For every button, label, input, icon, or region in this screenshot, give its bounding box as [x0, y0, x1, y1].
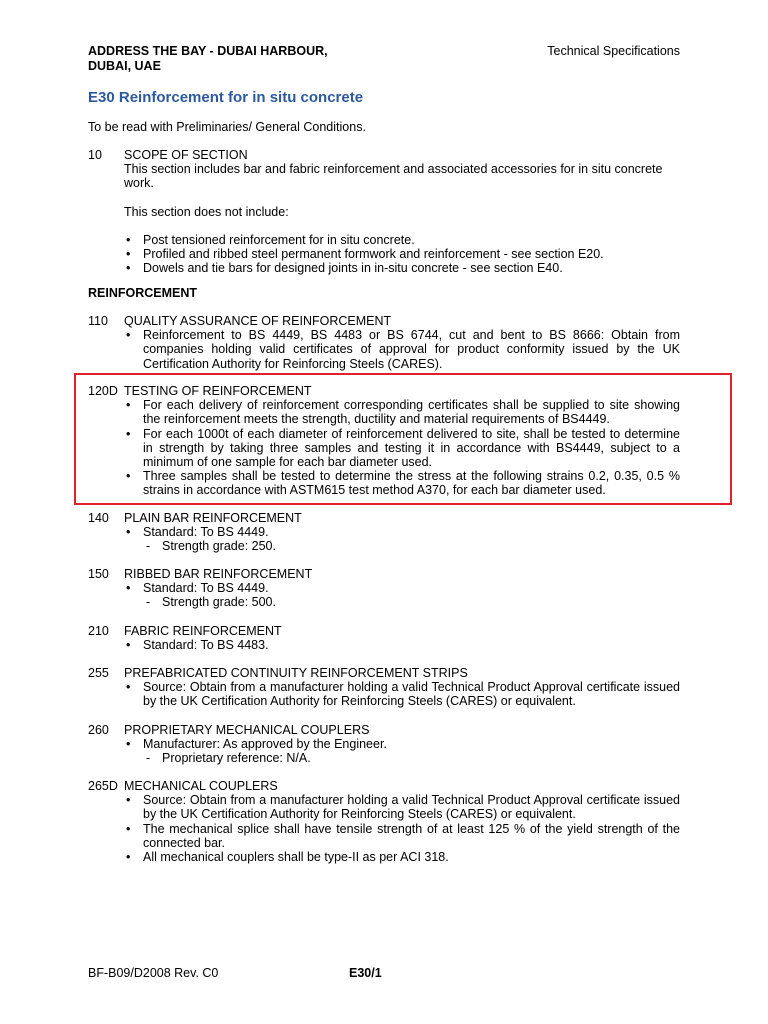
list-item: • Three samples shall be tested to determine the stress at the following strains 0.2, 0.35, 0.5 % strains in accordance with ASTM615 test method A370, for each bar diameter used.	[124, 469, 680, 497]
clause-bullets	[124, 638, 680, 652]
clause-255	[88, 666, 680, 709]
project-address	[88, 44, 328, 74]
clause-140	[88, 511, 680, 554]
list-item: • Source: Obtain from a manufacturer holding a valid Technical Product Approval certificate issued by the UK Certification Authority for Reinforcing Steels (CARES) or equivalent.	[124, 793, 680, 821]
clause-bullets	[124, 793, 680, 864]
clause-260	[88, 723, 680, 766]
exclusions-list	[124, 233, 680, 276]
page-number: E30/1	[349, 966, 382, 980]
list-item: • Reinforcement to BS 4449, BS 4483 or BS 6744, cut and bent to BS 8666: Obtain from companies holding valid certificates of approval for product conformity issued by the UK Certification Authority for Reinforcing Steels (CARES).	[124, 328, 680, 371]
clause-bullets	[124, 398, 680, 497]
list-item: • Standard: To BS 4483.	[124, 638, 680, 652]
list-item: • Post tensioned reinforcement for in situ concrete.	[124, 233, 680, 247]
clause-heading: RIBBED BAR REINFORCEMENT	[124, 567, 313, 581]
clause-number: 265D	[88, 779, 118, 793]
sub-item: - Strength grade: 250.	[124, 539, 680, 553]
clause-number: 140	[88, 511, 109, 525]
list-item: • Dowels and tie bars for designed joints in in-situ concrete - see section E40.	[124, 261, 680, 275]
clause-120d	[88, 384, 680, 498]
clause-heading: PROPRIETARY MECHANICAL COUPLERS	[124, 723, 370, 737]
clause-bullets	[124, 525, 680, 539]
list-item: • For each delivery of reinforcement corresponding certificates shall be supplied to site showing the reinforcement meets the strength, ductility and material requirements of BS4449.	[124, 398, 680, 426]
document-reference: BF-B09/D2008 Rev. C0	[88, 966, 219, 980]
list-item: • Profiled and ribbed steel permanent formwork and reinforcement - see section E20.	[124, 247, 680, 261]
clause-150	[88, 567, 680, 610]
list-item: • For each 1000t of each diameter of reinforcement delivered to site, shall be tested to determine in strength by taking three samples and testing it in accordance with BS4449, subject to a minimum of one sample for each bar diameter used.	[124, 427, 680, 470]
clause-bullets	[124, 581, 680, 595]
clause-number: 10	[88, 148, 102, 162]
list-item: • Manufacturer: As approved by the Engineer.	[124, 737, 680, 751]
list-item: • Standard: To BS 4449.	[124, 525, 680, 539]
clause-heading: PREFABRICATED CONTINUITY REINFORCEMENT STRIPS	[124, 666, 468, 680]
clause-heading: QUALITY ASSURANCE OF REINFORCEMENT	[124, 314, 392, 328]
clause-number: 150	[88, 567, 109, 581]
clause-number: 110	[88, 314, 108, 328]
sub-item: - Proprietary reference: N/A.	[124, 751, 680, 765]
clause-number: 210	[88, 624, 109, 638]
clause-number: 255	[88, 666, 109, 680]
address-line-2: DUBAI, UAE	[88, 59, 161, 73]
clause-heading: SCOPE OF SECTION	[124, 148, 248, 162]
clause-heading: FABRIC REINFORCEMENT	[124, 624, 282, 638]
clause-210	[88, 624, 680, 652]
list-item: • Standard: To BS 4449.	[124, 581, 680, 595]
address-line-1: ADDRESS THE BAY - DUBAI HARBOUR,	[88, 44, 328, 58]
document-type: Technical Specifications	[547, 44, 680, 58]
clause-number: 120D	[88, 384, 118, 398]
clause-265d	[88, 779, 680, 864]
clause-bullets	[124, 328, 680, 371]
clause-heading: PLAIN BAR REINFORCEMENT	[124, 511, 302, 525]
clause-heading: TESTING OF REINFORCEMENT	[124, 384, 312, 398]
sub-item: - Strength grade: 500.	[124, 595, 680, 609]
clause-110	[88, 314, 680, 371]
clause-number: 260	[88, 723, 109, 737]
exclusions-intro: This section does not include:	[124, 204, 289, 219]
section-title: E30 Reinforcement for in situ concrete	[88, 89, 364, 106]
list-item: • The mechanical splice shall have tensile strength of at least 125 % of the yield strength of the connected bar.	[124, 822, 680, 850]
list-item: • All mechanical couplers shall be type-II as per ACI 318.	[124, 850, 680, 864]
subsection-heading: REINFORCEMENT	[88, 286, 198, 300]
list-item: • Source: Obtain from a manufacturer holding a valid Technical Product Approval certificate issued by the UK Certification Authority for Reinforcing Steels (CARES) or equivalent.	[124, 680, 680, 708]
clause-text: This section includes bar and fabric reinforcement and associated accessories for in situ concrete work.	[124, 162, 663, 191]
clause-bullets	[124, 680, 680, 708]
clause-10	[88, 148, 680, 275]
clause-bullets	[124, 737, 680, 751]
clause-heading: MECHANICAL COUPLERS	[124, 779, 278, 793]
intro-text: To be read with Preliminaries/ General Conditions.	[88, 120, 366, 134]
